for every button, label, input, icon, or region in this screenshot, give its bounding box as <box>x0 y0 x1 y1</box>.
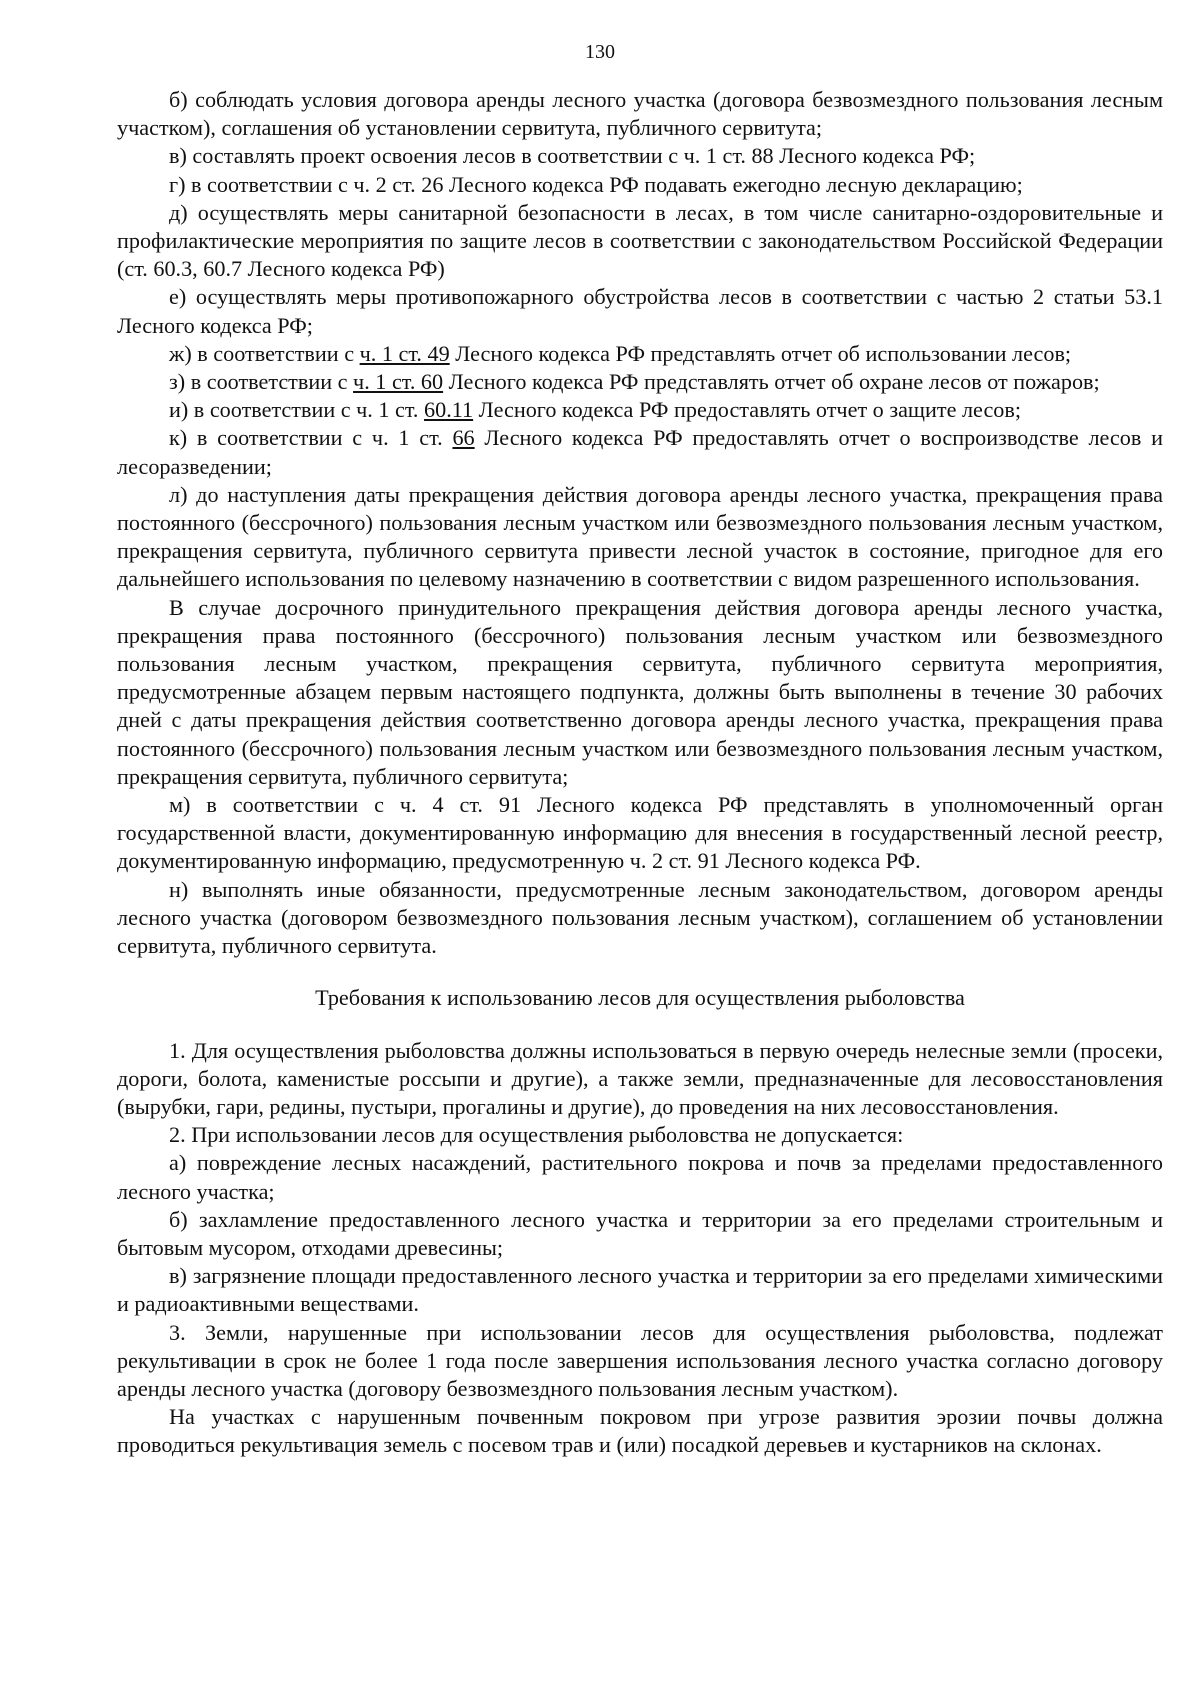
paragraph-d: д) осуществлять меры санитарной безопасности в лесах, в том числе санитарно-оздоровительные и профилактические мероприятия по защите лесов в соответствии с законодательством Российской Федерации (ст. 60.3, 60.7 Лесного кодекса РФ) <box>117 199 1163 282</box>
paragraph-e: е) осуществлять меры противопожарного обустройства лесов в соответствии с частью 2 статьи 53.1 Лесного кодекса РФ; <box>117 284 1163 338</box>
paragraph-2: 2. При использовании лесов для осуществления рыболовства не допускается: <box>169 1122 904 1148</box>
paragraph-z-prefix: з) в соответствии с <box>169 369 354 395</box>
paragraph-zh <box>117 340 1163 368</box>
paragraph-i-suffix: Лесного кодекса РФ предоставлять отчет о защите лесов; <box>473 397 1022 423</box>
paragraph-b: б) соблюдать условия договора аренды лесного участка (договора безвозмездного пользования лесным участком), соглашения об установлении сервитута, публичного сервитута; <box>117 87 1163 141</box>
paragraph-2v: в) загрязнение площади предоставленного лесного участка и территории за его пределами химическими и радиоактивными веществами. <box>117 1263 1163 1317</box>
paragraph-k-prefix: к) в соответствии с ч. 1 ст. <box>169 425 453 451</box>
law-reference-link[interactable]: 60.11 <box>424 397 474 423</box>
document-body <box>117 86 1163 1460</box>
paragraph-k-suffix: Лесного кодекса РФ предоставлять отчет о воспроизводстве лесов и лесоразведении; <box>117 425 1163 479</box>
page-number: 130 <box>585 41 615 63</box>
law-reference-link[interactable]: ч. 1 ст. 60 <box>353 369 444 395</box>
law-reference-link[interactable]: 66 <box>452 425 475 451</box>
paragraph-1: 1. Для осуществления рыболовства должны использоваться в первую очередь нелесные земли (просеки, дороги, болота, каменистые россыпи и другие), а также земли, предназначенные для лесовосстановления (вырубки, гари, редины, пустыри, прогалины и другие), до проведения на них лесовосстановления. <box>117 1037 1163 1119</box>
paragraph-early-termination: В случае досрочного принудительного прекращения действия договора аренды лесного участка, прекращения права постоянного (бессрочного) пользования лесным участком или безвозмездного пользования лесным участком, прекращения сервитута, публичного сервитута мероприятия, предусмотренные абзацем первым настоящего подпункта, должны быть выполнены в течение 30 рабочих дней с даты прекращения действия соответственно договора аренды лесного участка, прекращения права постоянного (бессрочного) пользования лесным участком или безвозмездного пользования лесным участком, прекращения сервитута, публичного сервитута; <box>117 594 1163 789</box>
paragraph-zh-prefix: ж) в соответствии с <box>169 340 360 366</box>
paragraph-m: м) в соответствии с ч. 4 ст. 91 Лесного кодекса РФ представлять в уполномоченный орган государственной власти, документированную информацию для внесения в государственный лесной реестр, документированную информацию, предусмотренную ч. 2 ст. 91 Лесного кодекса РФ. <box>117 792 1163 874</box>
paragraph-n: н) выполнять иные обязанности, предусмотренные лесным законодательством, договором аренды лесного участка (договором безвозмездного пользования лесным участком), соглашением об установлении сервитута, публичного сервитута. <box>117 876 1163 959</box>
section-heading: Требования к использованию лесов для осуществления рыболовства <box>315 985 965 1011</box>
paragraph-2b: б) захламление предоставленного лесного участка и территории за его пределами строительным и бытовым мусором, отходами древесины; <box>117 1206 1163 1260</box>
paragraph-erosion: На участках с нарушенным почвенным покровом при угрозе развития эрозии почвы должна проводиться рекультивация земель с посевом трав и (или) посадкой деревьев и кустарников на склонах. <box>117 1404 1163 1458</box>
paragraph-i-prefix: и) в соответствии с ч. 1 ст. <box>169 397 425 423</box>
paragraph-3: 3. Земли, нарушенные при использовании лесов для осуществления рыболовства, подлежат рекультивации в срок не более 1 года после завершения использования лесного участка согласно договору аренды лесного участка (договору безвозмездного пользования лесным участком). <box>117 1319 1163 1401</box>
paragraph-i <box>117 396 1163 424</box>
law-reference-link[interactable]: ч. 1 ст. 49 <box>359 340 450 366</box>
paragraph-g: г) в соответствии с ч. 2 ст. 26 Лесного кодекса РФ подавать ежегодно лесную декларацию; <box>169 171 1023 197</box>
paragraph-zh-suffix: Лесного кодекса РФ представлять отчет об использовании лесов; <box>449 340 1072 366</box>
paragraph-k <box>117 424 1163 480</box>
paragraph-l: л) до наступления даты прекращения действия договора аренды лесного участка, прекращения права постоянного (бессрочного) пользования лесным участком или безвозмездного пользования лесным участком, прекращения сервитута, публичного сервитута привести лесной участок в состояние, пригодное для его дальнейшего использования по целевому назначению в соответствии с видом разрешенного использования. <box>117 481 1163 592</box>
paragraph-2a: а) повреждение лесных насаждений, растительного покрова и почв за пределами предоставленного лесного участка; <box>117 1150 1163 1204</box>
paragraph-z <box>117 368 1163 396</box>
paragraph-z-suffix: Лесного кодекса РФ представлять отчет об охране лесов от пожаров; <box>443 369 1100 395</box>
paragraph-v: в) составлять проект освоения лесов в соответствии с ч. 1 ст. 88 Лесного кодекса РФ; <box>169 143 976 169</box>
